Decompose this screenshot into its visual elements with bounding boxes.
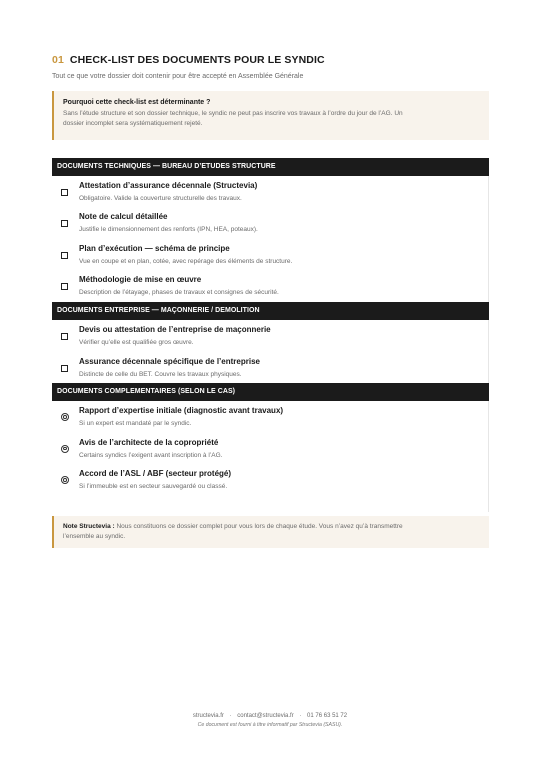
item-title: Devis ou attestation de l’entreprise de maçonnerie [79, 325, 271, 334]
radio-icon[interactable] [61, 476, 69, 484]
item-title: Rapport d’expertise initiale (diagnostic avant travaux) [79, 406, 284, 415]
checkbox-icon[interactable] [61, 189, 68, 196]
checklist-item[interactable] [52, 207, 488, 239]
structevia-note [52, 516, 489, 548]
section-contractor-documents [52, 302, 489, 383]
item-description: Distincte de celle du BET. Couvre les travaux physiques. [79, 370, 242, 378]
item-description: Vérifier qu’elle est qualifiée gros œuvre. [79, 339, 194, 346]
item-title: Attestation d’assurance décennale (Structevia) [79, 181, 258, 190]
checklist-item[interactable] [52, 270, 488, 302]
section-number: 01 [52, 54, 64, 66]
item-description: Certains syndics l’exigent avant inscription à l’AG. [79, 451, 223, 459]
footer-email-link[interactable]: contact@structevia.fr [237, 713, 294, 719]
radio-icon[interactable] [61, 445, 69, 453]
footer-phone: 01 76 63 51 72 [307, 713, 348, 719]
radio-icon[interactable] [61, 413, 69, 421]
item-title: Avis de l’architecte de la copropriété [79, 437, 219, 447]
callout-body [63, 109, 481, 128]
item-title: Plan d’exécution — schéma de principe [79, 243, 230, 253]
footer-contact [0, 713, 540, 719]
footer-website-link[interactable]: structevia.fr [192, 713, 224, 719]
checklist-item[interactable] [52, 464, 488, 496]
checkbox-icon[interactable] [61, 252, 68, 259]
item-description: Description de l’étayage, phases de travaux et consignes de sécurité. [79, 289, 279, 296]
checklist-item[interactable] [52, 239, 488, 271]
note-line-1 [63, 522, 481, 532]
item-title: Note de calcul détaillée [79, 212, 168, 221]
item-description: Si un expert est mandaté par le syndic. [79, 420, 192, 427]
checklist-item[interactable] [52, 401, 488, 433]
checkbox-icon[interactable] [61, 333, 68, 340]
section-complementary-documents [52, 383, 489, 512]
footer-separator: · [299, 713, 302, 719]
checklist [52, 320, 489, 383]
section-technical-documents [52, 158, 489, 302]
checklist [52, 401, 489, 512]
item-title: Méthodologie de mise en œuvre [79, 275, 202, 284]
checklist-item[interactable] [52, 176, 488, 207]
item-title: Accord de l’ASL / ABF (secteur protégé) [79, 469, 232, 478]
item-description: Vue en coupe et en plan, cotée, avec repérage des éléments de structure. [79, 257, 293, 265]
item-description: Obligatoire. Valide la couverture structurelle des travaux. [79, 195, 242, 202]
footer-separator: · [229, 713, 232, 719]
note-label: Note Structevia : [63, 523, 115, 530]
document-header [52, 54, 489, 140]
page-title [52, 54, 489, 67]
checklist-item[interactable] [52, 320, 488, 352]
item-title: Assurance décennale spécifique de l’entreprise [79, 356, 260, 366]
callout-title: Pourquoi cette check-list est déterminante ? [63, 99, 211, 106]
section-heading: DOCUMENTS TECHNIQUES — BUREAU D’ETUDES STRUCTURE [52, 158, 489, 176]
info-callout [52, 91, 489, 140]
page-footer [0, 713, 540, 728]
note-line-2: l’ensemble au syndic. [63, 533, 126, 540]
section-heading: DOCUMENTS COMPLEMENTAIRES (SELON LE CAS) [52, 383, 489, 401]
footer-disclaimer: Ce document est fourni à titre informatif par Structevia (SASU). [197, 722, 343, 728]
item-description: Justifie le dimensionnement des renforts (IPN, HEA, poteaux). [79, 226, 258, 233]
title-text: CHECK-LIST DES DOCUMENTS POUR LE SYNDIC [69, 54, 325, 66]
checkbox-icon[interactable] [61, 220, 68, 227]
callout-line-1: Sans l’étude structure et son dossier technique, le syndic ne peut pas inscrire vos travaux à l’ordre du jour de l’AG. Un [63, 110, 403, 117]
section-heading: DOCUMENTS ENTREPRISE — MAÇONNERIE / DEMOLITION [52, 302, 489, 320]
checklist-item[interactable] [52, 433, 488, 465]
checkbox-icon[interactable] [61, 365, 68, 372]
page-subtitle: Tout ce que votre dossier doit contenir pour être accepté en Assemblée Générale [52, 73, 304, 80]
checklist [52, 176, 489, 302]
checkbox-icon[interactable] [61, 283, 68, 290]
item-description: Si l’immeuble est en secteur sauvegardé ou classé. [79, 483, 228, 490]
checklist-item[interactable] [52, 352, 488, 384]
callout-line-2: dossier incomplet sera systématiquement rejeté. [63, 119, 203, 127]
note-text: Nous constituons ce dossier complet pour vous lors de chaque étude. Vous n’avez qu’à transmettre [114, 523, 403, 530]
